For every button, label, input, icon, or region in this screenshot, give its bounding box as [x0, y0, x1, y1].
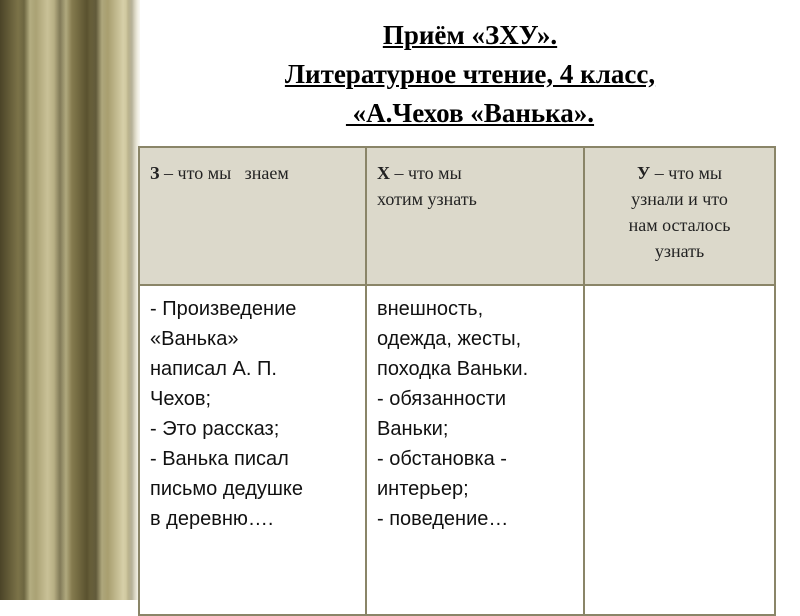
list-item: - поведение…: [377, 508, 509, 530]
list-item: Чехов;: [150, 388, 212, 410]
zhu-table-wrapper: [138, 146, 774, 616]
list-item: написал А. П.: [150, 358, 277, 380]
list-item: одежда, жесты,: [377, 328, 522, 350]
list-item: интерьер;: [377, 478, 469, 500]
title-line-2: Литературное чтение, 4 класс,: [284, 59, 656, 89]
cell-know: [139, 285, 366, 615]
header-know: [139, 147, 366, 285]
list-item: письмо дедушке: [150, 478, 304, 500]
list-item: внешность,: [377, 298, 484, 320]
header-learned-line4: узнать: [654, 241, 705, 261]
list-item: Ваньки;: [377, 418, 449, 440]
header-learned-letter: У: [637, 163, 651, 183]
list-item: - обязанности: [377, 388, 507, 410]
list-item: - Произведение: [150, 298, 297, 320]
cell-want: [366, 285, 584, 615]
list-item: в деревню….: [150, 508, 274, 530]
zhu-table: [138, 146, 776, 616]
header-learned-line2: узнали и что: [631, 189, 728, 209]
list-item: «Ванька»: [150, 328, 239, 350]
cell-learned: [584, 285, 775, 615]
list-item: - обстановка -: [377, 448, 507, 470]
title-line-3: «А.Чехов «Ванька».: [345, 98, 595, 128]
title-line-1: Приём «ЗХУ».: [382, 20, 558, 50]
header-want: [366, 147, 584, 285]
header-learned-line3: нам осталось: [628, 215, 731, 235]
list-item: походка Ваньки.: [377, 358, 529, 380]
header-learned: [584, 147, 775, 285]
header-want-line2: хотим узнать: [377, 189, 477, 209]
decorative-curtain: [0, 0, 140, 600]
header-learned-text: – что мы: [650, 163, 722, 183]
header-want-text: – что мы: [390, 163, 462, 183]
header-know-text: – что мы знаем: [159, 163, 289, 183]
slide-title: [140, 16, 800, 133]
list-item: - Ванька писал: [150, 448, 289, 470]
header-want-letter: Х: [377, 163, 390, 183]
list-item: - Это рассказ;: [150, 418, 280, 440]
table-body-row: [139, 285, 775, 615]
header-know-letter: З: [150, 163, 160, 183]
table-header-row: [139, 147, 775, 285]
